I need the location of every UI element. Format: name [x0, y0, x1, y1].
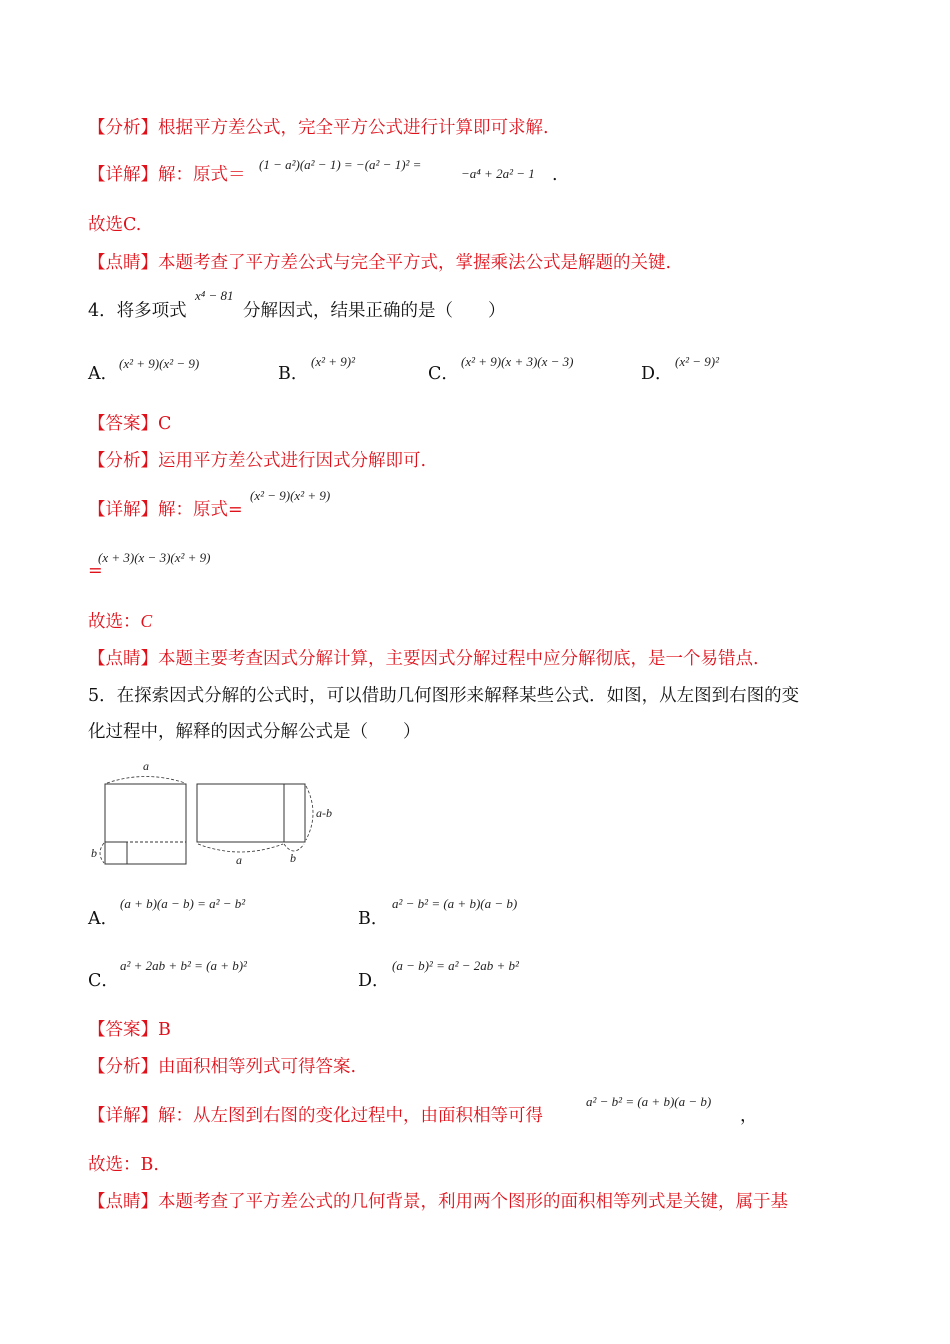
comment-text: 本题主要考查因式分解计算，主要因式分解过程中应分解彻底，是一个易错点.	[158, 649, 759, 669]
q4-stem	[88, 299, 187, 323]
q4-option-a-math: (x² + 9)(x² − 9)	[119, 356, 200, 371]
q5-answer	[88, 1018, 171, 1042]
q5-detail-end: ，	[740, 1106, 758, 1126]
comment-text: 本题考查了平方差公式与完全平方式，掌握乘法公式是解题的关键.	[158, 253, 672, 273]
q4-detail-math2: (x + 3)(x − 3)(x² + 9)	[98, 550, 211, 565]
q4-analysis	[88, 449, 426, 473]
q5-option-a-math: (a + b)(a − b) = a² − b²	[120, 896, 246, 911]
analysis-text: 运用平方差公式进行因式分解即可.	[158, 451, 427, 471]
q5-detail	[88, 1104, 543, 1128]
q4-option-c: C．	[428, 364, 459, 384]
q4-option-c-math: (x² + 9)(x + 3)(x − 3)	[461, 354, 574, 369]
left-square	[105, 784, 186, 864]
q4-stem-a: 4．将多项式	[88, 301, 187, 321]
label-b-bottom: b	[290, 851, 296, 865]
label-a-top: a	[143, 759, 149, 773]
comment-text: 本题考查了平方差公式的几何背景，利用两个图形的面积相等列式是关键，属于基	[158, 1192, 788, 1212]
q4-eq-sign: =	[88, 561, 103, 581]
analysis-tag: 【分析】	[88, 118, 158, 138]
q5-option-d: D．	[358, 971, 390, 991]
q3-detail-math2: −a⁴ + 2a² − 1	[461, 166, 535, 181]
q5-option-c: C．	[88, 971, 119, 991]
q4-option-d-math: (x² − 9)²	[675, 354, 719, 369]
q4-detail-math1: (x² − 9)(x² + 9)	[250, 488, 331, 503]
q5-detail-math: a² − b² = (a + b)(a − b)	[586, 1094, 712, 1109]
q3-choice: 故选C.	[88, 215, 142, 235]
detail-tag: 【详解】	[88, 500, 158, 520]
q4-answer	[88, 412, 171, 436]
comment-tag: 【点睛】	[88, 649, 158, 669]
answer-tag: 【答案】	[88, 414, 158, 434]
q5-option-d-math: (a − b)² = a² − 2ab + b²	[392, 958, 519, 973]
q5-comment	[88, 1190, 788, 1214]
label-b-left: b	[91, 846, 97, 860]
detail-text: 解：从左图到右图的变化过程中，由面积相等可得	[158, 1106, 543, 1126]
right-rect	[197, 784, 305, 842]
choice-letter: C	[140, 611, 153, 631]
q5-analysis	[88, 1055, 356, 1079]
analysis-tag: 【分析】	[88, 1057, 158, 1077]
detail-text: 解：原式＝	[158, 165, 246, 185]
q5-figure	[88, 756, 348, 868]
small-square	[105, 842, 127, 864]
q4-stem-b: 分解因式，结果正确的是（ ）	[243, 301, 506, 321]
comment-tag: 【点睛】	[88, 253, 158, 273]
q5-option-b: B．	[358, 909, 389, 929]
q5-option-b-math: a² − b² = (a + b)(a − b)	[392, 896, 518, 911]
detail-tag: 【详解】	[88, 165, 158, 185]
detail-tag: 【详解】	[88, 1106, 158, 1126]
q5-stem-line2: 化过程中，解释的因式分解公式是（ ）	[88, 722, 421, 742]
q4-comment	[88, 647, 759, 671]
choice-text: 故选：	[88, 612, 141, 632]
q5-stem-line1: 5．在探索因式分解的公式时，可以借助几何图形来解释某些公式．如图，从左图到右图的变	[88, 686, 800, 706]
q5-option-a: A．	[88, 909, 119, 929]
q3-detail	[88, 163, 246, 187]
q3-detail-math1: (1 − a²)(a² − 1) = −(a² − 1)² =	[259, 157, 422, 172]
q4-option-b: B．	[278, 364, 309, 384]
answer-value: B	[158, 1020, 171, 1040]
q5-choice: 故选：B.	[88, 1155, 159, 1175]
q3-detail-end: .	[552, 165, 558, 185]
answer-tag: 【答案】	[88, 1020, 158, 1040]
analysis-tag: 【分析】	[88, 451, 158, 471]
q4-choice	[88, 609, 152, 634]
q4-option-d: D．	[641, 364, 673, 384]
analysis-text: 根据平方差公式，完全平方公式进行计算即可求解.	[158, 118, 549, 138]
comment-tag: 【点睛】	[88, 1192, 158, 1212]
label-a-minus-b: a-b	[316, 806, 332, 820]
detail-text: 解：原式=	[158, 500, 243, 520]
label-a-bottom: a	[236, 853, 242, 867]
q4-stem-math: x⁴ − 81	[195, 288, 234, 303]
q3-comment	[88, 251, 671, 275]
answer-value: C	[158, 414, 172, 434]
q5-option-c-math: a² + 2ab + b² = (a + b)²	[120, 958, 247, 973]
analysis-text: 由面积相等列式可得答案.	[158, 1057, 357, 1077]
q3-analysis	[88, 116, 549, 140]
q4-detail	[88, 498, 243, 522]
q4-option-b-math: (x² + 9)²	[311, 354, 355, 369]
q4-option-a: A．	[88, 364, 119, 384]
